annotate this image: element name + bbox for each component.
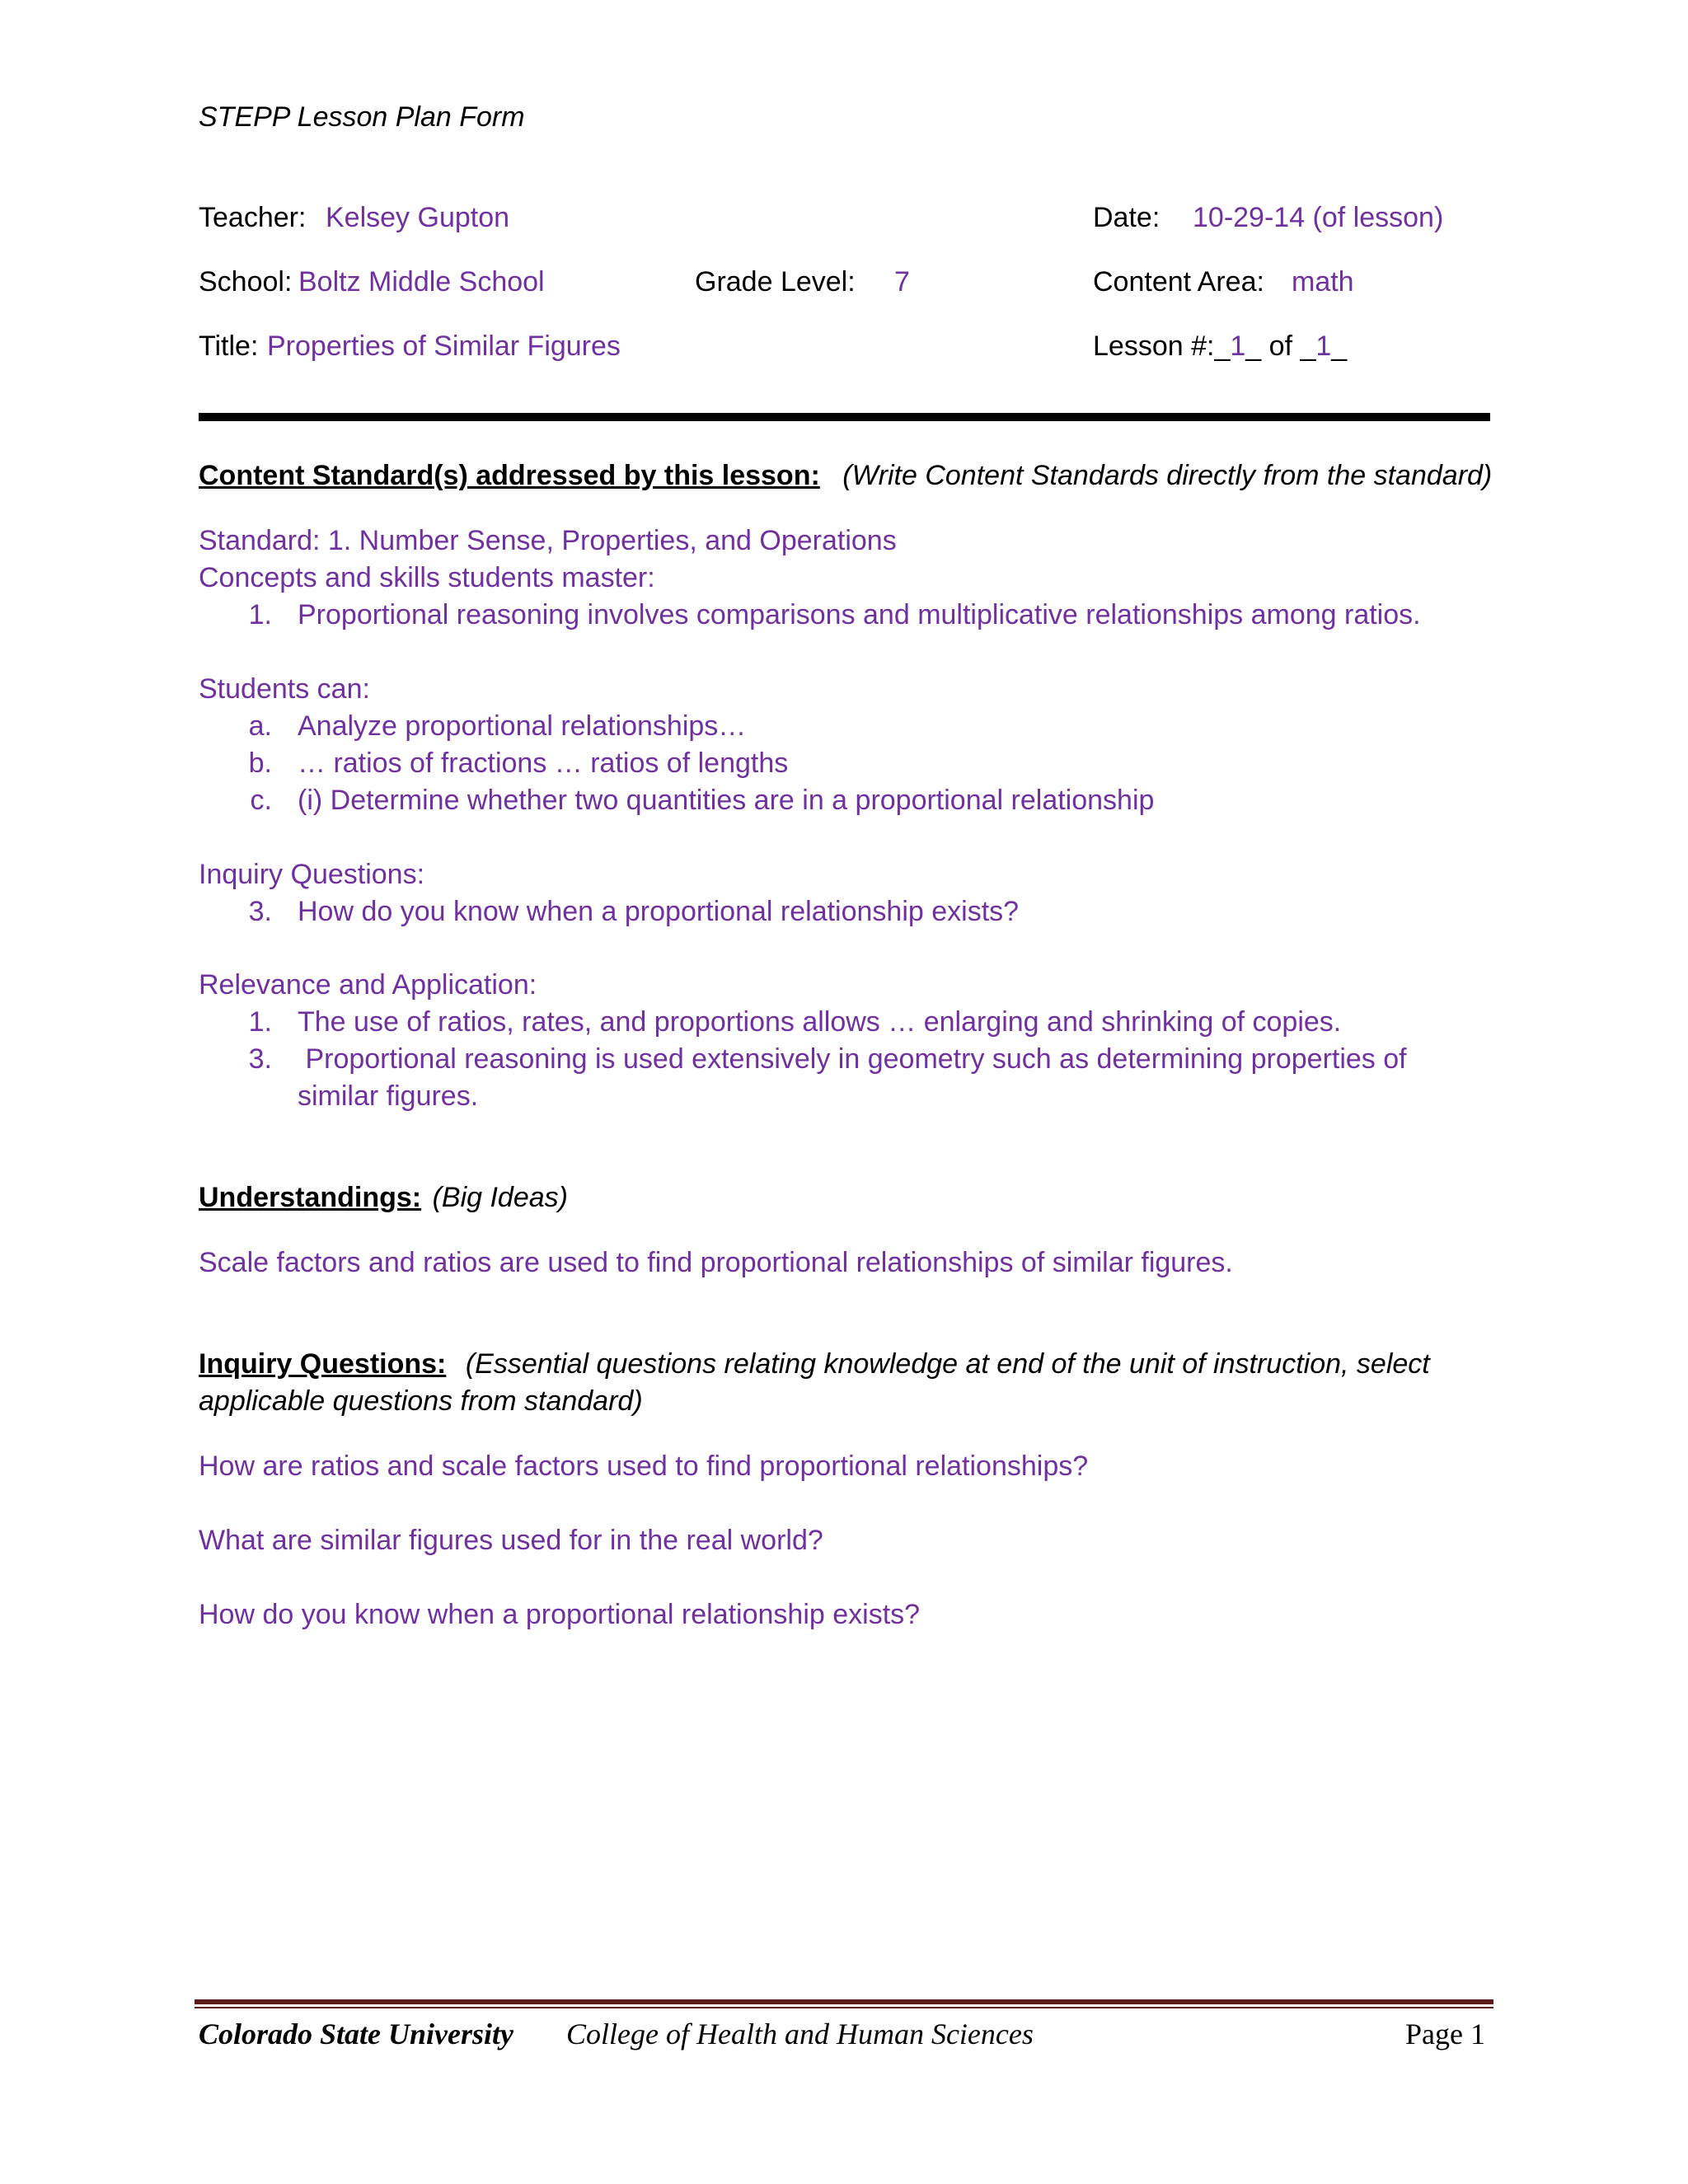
title-value: Properties of Similar Figures (267, 330, 621, 362)
lesson-of-label: of (1268, 330, 1293, 362)
footer-rule (195, 1999, 1493, 2004)
lesson-total-value: 1 (1315, 330, 1332, 362)
content-area-value: math (1292, 266, 1354, 298)
date-label: Date: (1093, 202, 1160, 233)
footer-college: College of Health and Human Sciences (566, 2018, 1034, 2050)
inquiry-note: (Essential questions relating knowledge at end of the unit of instruction, select (465, 1348, 1430, 1380)
grade-level-value: 7 (894, 266, 910, 298)
standard-text: Standard: 1. Number Sense, Properties, and Operations (199, 525, 897, 556)
grade-level-label: Grade Level: (695, 266, 856, 298)
inquiry-question: How do you know when a proportional relationship exists? (199, 1599, 921, 1630)
relevance-heading: Relevance and Application: (199, 969, 537, 1001)
school-value: Boltz Middle School (298, 266, 545, 298)
school-label: School: (199, 266, 293, 298)
footer-university: Colorado State University (199, 2018, 514, 2050)
concepts-heading: Concepts and skills students master: (199, 562, 655, 593)
students-can-heading: Students can: (199, 673, 370, 705)
inquiry-note-cont: applicable questions from standard) (199, 1385, 643, 1417)
understandings-heading: Understandings: (199, 1182, 422, 1213)
list-item-continuation: similar figures. (298, 1080, 479, 1112)
inquiry-heading-line (199, 1346, 1430, 1382)
form-title: STEPP Lesson Plan Form (199, 101, 525, 133)
teacher-value: Kelsey Gupton (326, 202, 510, 233)
inquiry-question: How are ratios and scale factors used to find proportional relationships? (199, 1451, 1089, 1482)
title-label: Title: (199, 330, 259, 362)
understandings-note: (Big Ideas) (432, 1182, 568, 1213)
date-value: 10-29-14 (of lesson) (1193, 202, 1444, 233)
content-area-label: Content Area: (1093, 266, 1264, 298)
footer-page-number: Page 1 (1405, 2018, 1485, 2050)
lesson-number: Lesson #:_1_ of _1_ (1093, 330, 1348, 362)
standards-inquiry-heading: Inquiry Questions: (199, 859, 425, 890)
content-standards-heading: Content Standard(s) addressed by this lesson: (199, 460, 820, 491)
inquiry-heading: Inquiry Questions: (199, 1348, 447, 1380)
lesson-number-label: Lesson #: (1093, 330, 1215, 362)
inquiry-question: What are similar figures used for in the real world? (199, 1525, 823, 1556)
lesson-plan-page: STEPP Lesson Plan Form Teacher: Kelsey Gupton Date: 10-29-14 (of lesson) School: Boltz Middle School Grade Level: 7 Content Area: math Title: Properties of Similar Figures Lesson #:_1_ of _1_ Content Standard(s) addressed by this lesson: (Write Content Standards directly from the standard) Standard: 1. Number Sense, Properties, and Operations Concepts and skills students master: 1. Proportional reasoning involves comparisons and multiplicative relationships among ratios. Students can: a. Analyze proportional relationships… b. … ratios of fractions … ratios of lengths c. (i) Determine whether two quantities are in a proportional relationship Inquiry Questions: 3. How do you know when a proportional relationship exists? Relevance and Application: 1. The use of ratios, rates, and proportions allows … enlarging and shrinking of copies. 3. Proportional reasoning is used extensively in geometry such as determining properties of similar figures. Understandings: (Big Ideas) Scale factors and ratios are used to find proportional relationships of similar figures. Inquiry Questions: (Essential questions relating knowledge at end of the unit of instruction, select applicable questions from standard) How are ratios and scale factors used to find proportional relationships? What are similar figures used for in the real world? How do you know when a proportional relationship exists? Colorado State University College of Health and Human Sciences Page 1 (0, 0, 1688, 2184)
content-standards-heading-line (199, 457, 1492, 494)
understandings-text: Scale factors and ratios are used to find proportional relationships of similar figures. (199, 1247, 1233, 1278)
teacher-label: Teacher: (199, 202, 307, 233)
section-divider (199, 413, 1490, 421)
understandings-heading-line (199, 1179, 568, 1216)
lesson-number-value: 1 (1230, 330, 1246, 362)
content-standards-note: (Write Content Standards directly from the standard) (842, 460, 1493, 491)
footer-rule-thin (195, 2007, 1493, 2008)
